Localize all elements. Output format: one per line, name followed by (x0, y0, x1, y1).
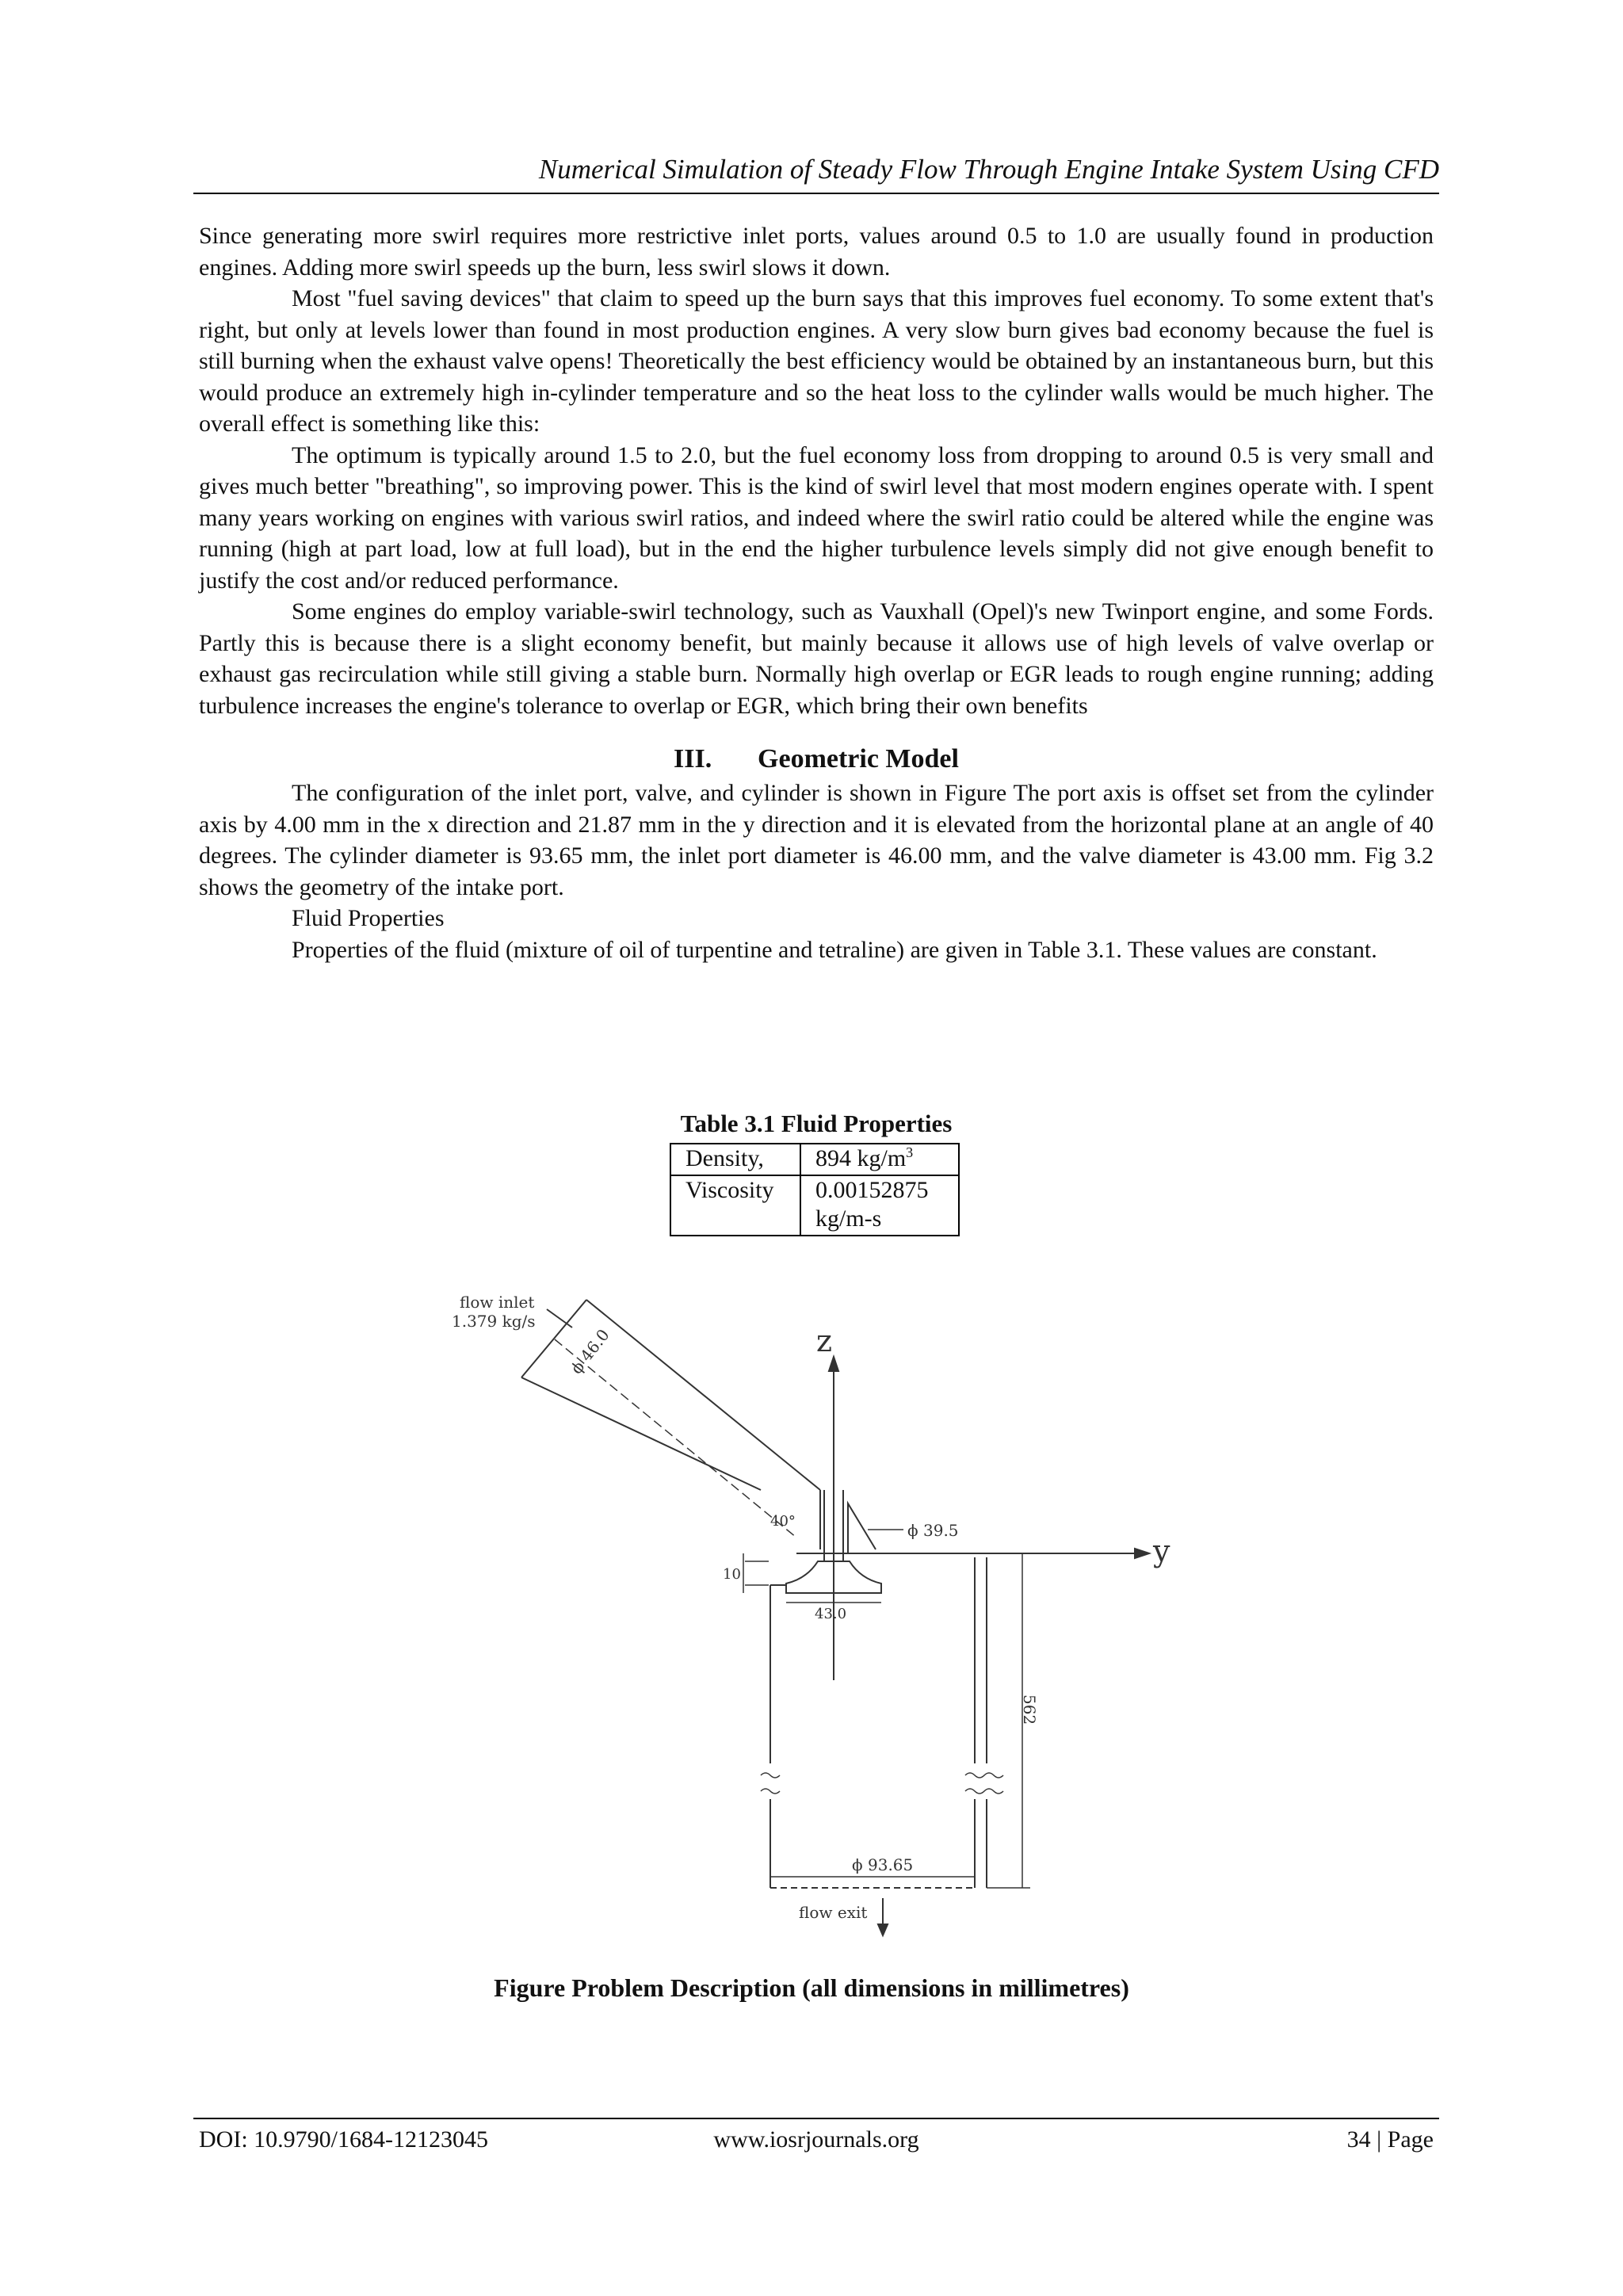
inlet-label-2: 1.379 kg/s (452, 1312, 536, 1331)
inlet-arrow (547, 1309, 572, 1328)
table-cell-label: Density, (670, 1144, 800, 1175)
body-text (199, 220, 1434, 965)
section-heading (199, 743, 1434, 775)
left-break-mark (761, 1773, 780, 1794)
density-value: 894 kg/m (815, 1145, 907, 1171)
section-title: Geometric Model (758, 744, 959, 774)
fluid-properties-table (670, 1143, 960, 1236)
intake-geometry-diagram (428, 1284, 1220, 1942)
inlet-label-1: flow inlet (460, 1293, 535, 1312)
problem-description-figure (428, 1284, 1220, 1946)
header-rule (193, 193, 1439, 194)
paragraph-variable-swirl: Some engines do employ variable-swirl technology, such as Vauxhall (Opel)'s new Twinport engine, and some Fords. Partly this is because there is a slight economy benefit, but mainly because it allows use of high levels of valve overlap or exhaust gas recirculation while still giving a stable burn. Normally high overlap or EGR leads to rough engine running; adding turbulence increases the engine's tolerance to overlap or EGR, which bring their own benefits (199, 598, 1434, 719)
port-diameter-label: ϕ 46.0 (567, 1325, 613, 1378)
lift-label: 10 (723, 1566, 741, 1583)
table-caption: Table 3.1 Fluid Properties (680, 1110, 953, 1137)
fluid-properties-table-block (670, 1108, 967, 1236)
z-axis-label: z (816, 1324, 833, 1358)
footer-rule (193, 2118, 1439, 2119)
valve-diameter-label: 43.0 (815, 1606, 847, 1622)
port-lower-wall (521, 1377, 761, 1490)
running-header: Numerical Simulation of Steady Flow Through Engine Intake System Using CFD (538, 154, 1439, 185)
table-row (670, 1175, 959, 1236)
y-axis-arrowhead (1135, 1549, 1149, 1558)
paragraph-fluid-properties: Properties of the fluid (mixture of oil of turpentine and tetraline) are given in Table 3.1. These values are constant. (292, 936, 1377, 963)
right-break-mark (965, 1773, 1003, 1794)
table-cell-label: Viscosity (670, 1175, 800, 1236)
y-axis-label: y (1153, 1534, 1170, 1568)
port-axis (555, 1339, 796, 1538)
valve-stem-label: ϕ 39.5 (907, 1521, 959, 1540)
table-cell-value: 0.00152875 kg/m-s (800, 1175, 959, 1236)
paragraph-optimum: The optimum is typically around 1.5 to 2.0, but the fuel economy loss from dropping to around 0.5 is very small and gives much better "breathing", so improving power. This is the kind of swirl level that most modern engines operate with. I spent many years working on engines with various swirl ratios, and indeed where the swirl ratio could be altered while the engine was running (high at part load, low at full load), but in the end the higher turbulence levels simply did not give enough benefit to justify the cost and/or reduced performance. (199, 441, 1434, 594)
cylinder-length-label: 562 (1020, 1694, 1039, 1725)
footer-page-number: 34 | Page (1346, 2126, 1434, 2153)
z-axis-arrowhead (829, 1357, 838, 1371)
exit-label: flow exit (799, 1903, 868, 1922)
figure-caption: Figure Problem Description (all dimensions in millimetres) (494, 1973, 1129, 2002)
angle-label: 40° (770, 1513, 796, 1530)
density-exponent: 3 (906, 1144, 914, 1160)
paragraph-configuration: The configuration of the inlet port, valve, and cylinder is shown in Figure The port axis is offset set from the cylinder axis by 4.00 mm in the x direction and 21.87 mm in the y direction and it is elevated from the horizontal plane at an angle of 40 degrees. The cylinder diameter is 93.65 mm, the inlet port diameter is 46.00 mm, and the valve diameter is 43.00 mm. Fig 3.2 shows the geometry of the intake port. (199, 780, 1434, 900)
footer-doi: DOI: 10.9790/1684-12123045 (199, 2126, 488, 2153)
table-cell-value (800, 1144, 959, 1175)
cylinder-diameter-label: ϕ 93.65 (852, 1855, 914, 1874)
subheading-fluid-properties: Fluid Properties (292, 905, 445, 931)
valve-seat (848, 1503, 876, 1553)
exit-arrowhead (878, 1924, 888, 1935)
paragraph-fuel-saving: Most "fuel saving devices" that claim to speed up the burn says that this improves fuel economy. To some extent that's right, but only at levels lower than found in most production engines. A very slow burn gives bad economy because the fuel is still burning when the exhaust valve opens! Theoretically the best efficiency would be obtained by an instantaneous burn, but this would produce an extremely high in-cylinder temperature and so the heat loss to the cylinder walls would be much higher. The overall effect is something like this: (199, 285, 1434, 437)
footer-site[interactable]: www.iosrjournals.org (713, 2126, 919, 2153)
table-row (670, 1144, 959, 1175)
section-number: III. (674, 744, 712, 774)
paragraph-swirl-values: Since generating more swirl requires more restrictive inlet ports, values around 0.5 to 1.0 are usually found in production engines. Adding more swirl speeds up the burn, less swirl slows it down. (199, 223, 1434, 281)
